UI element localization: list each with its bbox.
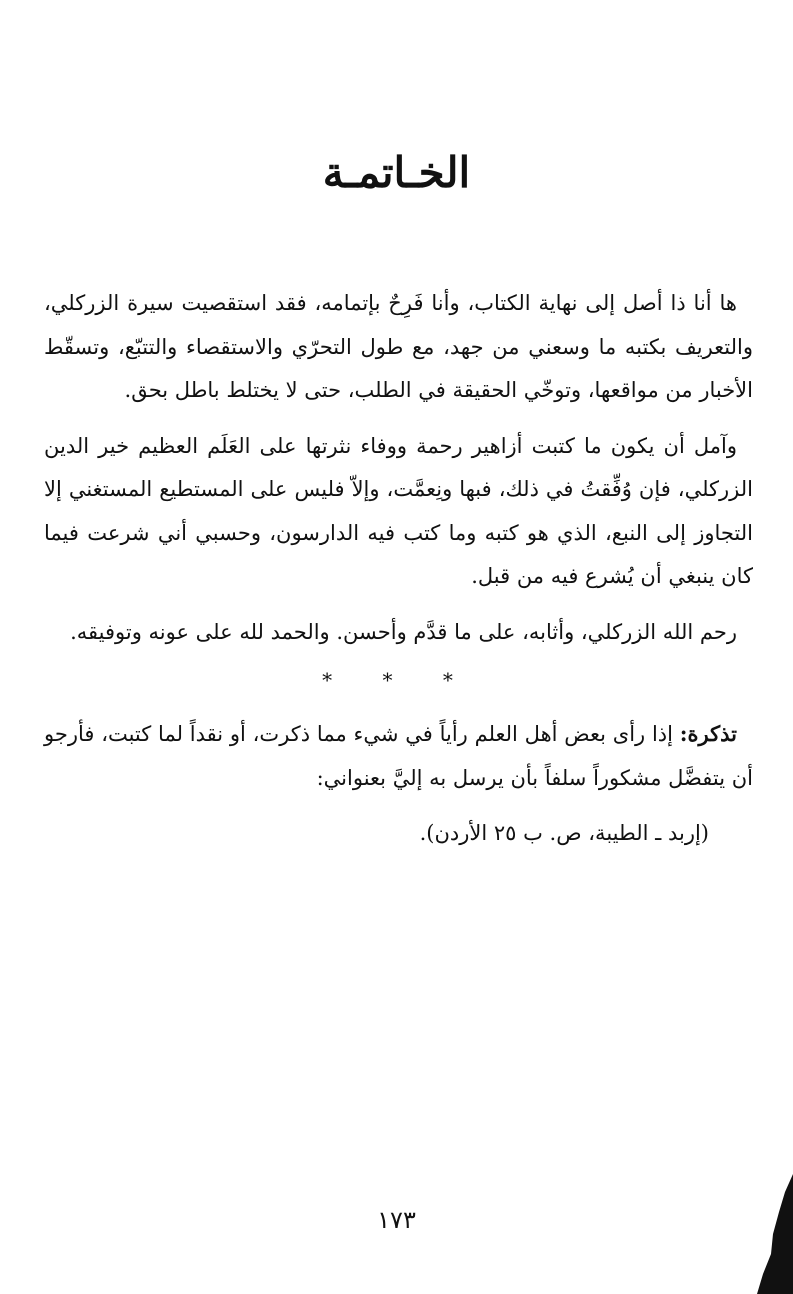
note-text: إذا رأى بعض أهل العلم رأياً في شيء مما ذكرت، أو نقداً لما كتبت، فأرجو أن يتفضَّل مشكوراً سلفاً بأن يرسل به إليَّ بعنواني: xyxy=(44,722,753,790)
note-paragraph xyxy=(44,712,753,800)
chapter-title: الخـاتمـة xyxy=(322,148,471,197)
paragraph-intro: ها أنا ذا أصل إلى نهاية الكتاب، وأنا فَرِحٌ بإتمامه، فقد استقصيت سيرة الزركلي، والتعريف بكتبه ما وسعني من جهد، مع طول التحرّي والاستقصاء والتتبّع، وتسقّط الأخبار من مواقعها، وتوخّي الحقيقة في الطلب، حتى لا يختلط باطل بحق. xyxy=(44,291,753,402)
section-ornament: * * * xyxy=(322,668,475,692)
page-number: ١٧٣ xyxy=(377,1206,416,1234)
address-line: (إربد ـ الطيبة، ص. ب ٢٥ الأردن). xyxy=(419,821,709,845)
body-text xyxy=(44,282,753,856)
paragraph-hope: وآمل أن يكون ما كتبت أزاهير رحمة ووفاء نثرتها على العَلَم العظيم خير الدين الزركلي، فإن وُفِّقتُ في ذلك، فبها ونِعمَّت، وإلاّ فليس على المستطيع المستغني إلا التجاوز إلى النبع، الذي هو كتبه وما كتب فيه الدارسون، وحسبي أني شرعت فيما كان ينبغي أن يُشرع فيه من قبل. xyxy=(44,433,753,588)
page-edge-scan-mark xyxy=(733,1174,793,1294)
note-label: تذكرة: xyxy=(679,721,737,746)
paragraph-closing: رحم الله الزركلي، وأثابه، على ما قدَّم وأحسن. والحمد لله على عونه وتوفيقه. xyxy=(70,619,737,644)
